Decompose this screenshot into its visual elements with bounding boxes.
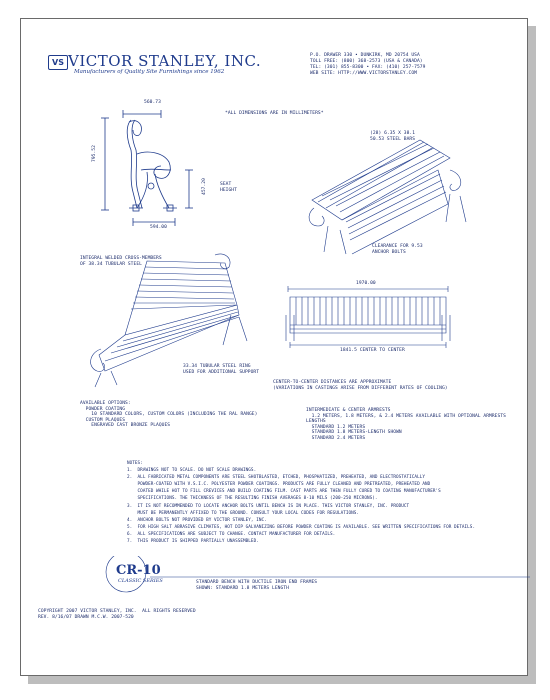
model-description: STANDARD BENCH WITH DUCTILE IRON END FRAMES SHOWN: STANDARD 1.8 METERS LENGTH <box>196 580 318 591</box>
center-to-center-dimension: 1841.5 CENTER TO CENTER <box>340 348 405 353</box>
available-options: AVAILABLE OPTIONS: POWDER COATING 10 STANDARD COLORS, CUSTOM COLORS (INCLUDING THE RAL RANGE) CUSTOM PLAQUES ENGRAVED CAST BRONZE PLAQUES <box>80 401 258 429</box>
height-dimension: 795.52 <box>92 145 97 162</box>
vs-logo-icon: VS <box>48 55 68 70</box>
side-elevation-view <box>85 100 225 240</box>
cross-members-callout: INTEGRAL WELDED CROSS-MEMBERS OF 38.34 TUBULAR STEEL <box>80 256 162 267</box>
series-name: CLASSIC SERIES <box>118 578 163 584</box>
contact-line: P.O. DRAWER 330 • DUNKIRK, MD 20754 USA <box>310 53 420 58</box>
contact-line: TOLL FREE: (800) 368-2573 (USA & CANADA) <box>310 59 423 64</box>
brand-tagline: Manufacturers of Quality Site Furnishings since 1962 <box>74 69 225 75</box>
seat-height-dimension: 457.20 <box>202 178 207 195</box>
copyright-footer: COPYRIGHT 2007 VICTOR STANLEY, INC. ALL RIGHTS RESERVED REV. 8/16/07 DRAWN M.C.W. 2007-520 <box>38 609 196 620</box>
front-elevation-view <box>282 285 457 350</box>
contact-line: TEL: (301) 855-8300 • FAX: (410) 257-7579 <box>310 65 426 70</box>
bars-callout: (28) 6.35 X 38.1 50.53 STEEL BARS <box>370 131 416 142</box>
seat-height-label: SEAT HEIGHT <box>220 182 237 193</box>
base-width-dimension: 594.00 <box>150 225 167 230</box>
armrest-options: INTERMEDIATE & CENTER ARMRESTS 1.2 METERS, 1.8 METERS, & 2.4 METERS AVAILABLE WITH OPTIONAL ARMRESTS LENGTHS STANDARD 1.2 METERS STANDARD 1.8 METERS-LENGTH SHOWN STANDARD 2.4 METERS <box>306 408 506 441</box>
contact-line: WEB SITE: HTTP://WWW.VICTORSTANLEY.COM <box>310 71 417 76</box>
width-dimension: 560.73 <box>144 100 161 105</box>
overall-length-dimension: 1970.00 <box>356 281 376 286</box>
clearance-callout: CLEARANCE FOR 9.53 ANCHOR BOLTS <box>372 244 423 255</box>
model-number: CR-10 <box>116 563 161 578</box>
notes-block: NOTES: 1. DRAWINGS NOT TO SCALE. DO NOT SCALE DRAWINGS. 2. ALL FABRICATED METAL COMPONENTS ARE STEEL SHOTBLASTED, ETCHED, PHOSPHATIZED, PREHEATED, AND ELECTROSTATICALLY POWDER-COATED WITH V.S.I.C. POLYESTER POWDER COATINGS. PRODUCTS ARE FULLY CLEANED AND PRETREATED, PREHEATED AND COATED WHILE HOT TO FILL CREVICES AND BUILD COATING FILM. CAST PARTS ARE THEN FULLY CURED TO COATING MANUFACTURER'S SPECIFICATIONS. THE THICKNESS OF THE RESULTING FINISH AVERAGES 8-10 MILS (200-250 MICRONS). 3. IT IS NOT RECOMMENDED TO LOCATE ANCHOR BOLTS UNTIL BENCH IS IN PLACE. THIS VICTOR STANLEY, INC. PRODUCT MUST BE PERMANENTLY AFFIXED TO THE GROUND. CONSULT YOUR LOCAL CODES FOR REGULATIONS. 4. ANCHOR BOLTS NOT PROVIDED BY VICTOR STANLEY, INC. 5. FOR HIGH SALT ABRASIVE CLIMATES, HOT DIP GALVANIZING BEFORE POWDER COATING IS AVAILABLE. SEE WRITTEN SPECIFICATIONS FOR DETAILS. 6. ALL SPECIFICATIONS ARE SUBJECT TO CHANGE. CONTACT MANUFACTURER FOR DETAILS. 7. THIS PRODUCT IS SHIPPED PARTIALLY UNASSEMBLED. <box>127 461 476 545</box>
center-distance-note: CENTER-TO-CENTER DISTANCES ARE APPROXIMATE (VARIATIONS IN CASTINGS ARISE FROM DIFFERENT RATES OF COOLING) <box>273 380 448 391</box>
brand-name: VICTOR STANLEY, INC. <box>68 52 262 70</box>
isometric-bench-view <box>300 130 480 260</box>
dimensions-note: *ALL DIMENSIONS ARE IN MILLIMETERS* <box>225 111 324 116</box>
tubular-ring-callout: 33.34 TUBULAR STEEL RING USED FOR ADDITIONAL SUPPORT <box>183 364 260 375</box>
